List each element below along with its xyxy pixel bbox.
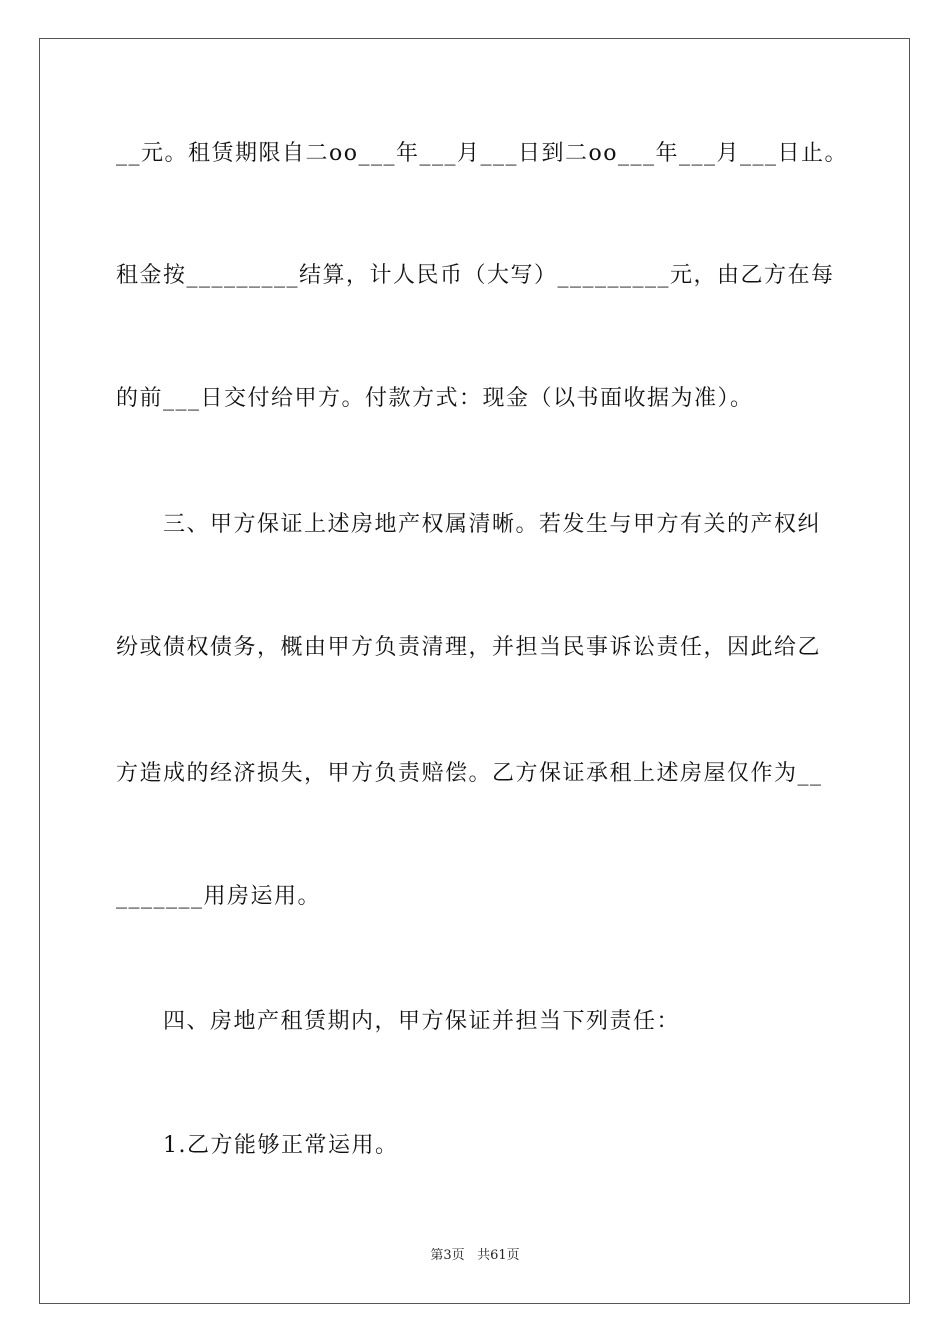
text-line-6: 方造成的经济损失，甲方负责赔偿。乙方保证承租上述房屋仅作为__ bbox=[116, 761, 823, 786]
text-line-3: 的前___日交付给甲方。付款方式：现金（以书面收据为准）。 bbox=[116, 386, 754, 411]
text-line-2: 租金按_________结算，计人民币（大写）_________元，由乙方在每 bbox=[116, 263, 835, 288]
list-item-1: 1.乙方能够正常运用。 bbox=[116, 1133, 399, 1158]
page-frame bbox=[39, 38, 910, 1304]
text-line-5: 纷或债权债务，概由甲方负责清理，并担当民事诉讼责任，因此给乙 bbox=[116, 635, 822, 660]
paragraph-3-start: 三、甲方保证上述房地产权属清晰。若发生与甲方有关的产权纠 bbox=[116, 512, 822, 537]
page-total: 共61页 bbox=[477, 1248, 520, 1263]
text-line-1: __元。租赁期限自二oo___年___月___日到二oo___年___月___日止。 bbox=[116, 141, 848, 166]
paragraph-4-start: 四、房地产租赁期内，甲方保证并担当下列责任： bbox=[116, 1009, 681, 1034]
page-number: 第3页 bbox=[430, 1248, 465, 1263]
text-line-7: _______用房运用。 bbox=[116, 884, 322, 909]
page-footer bbox=[0, 1247, 950, 1265]
